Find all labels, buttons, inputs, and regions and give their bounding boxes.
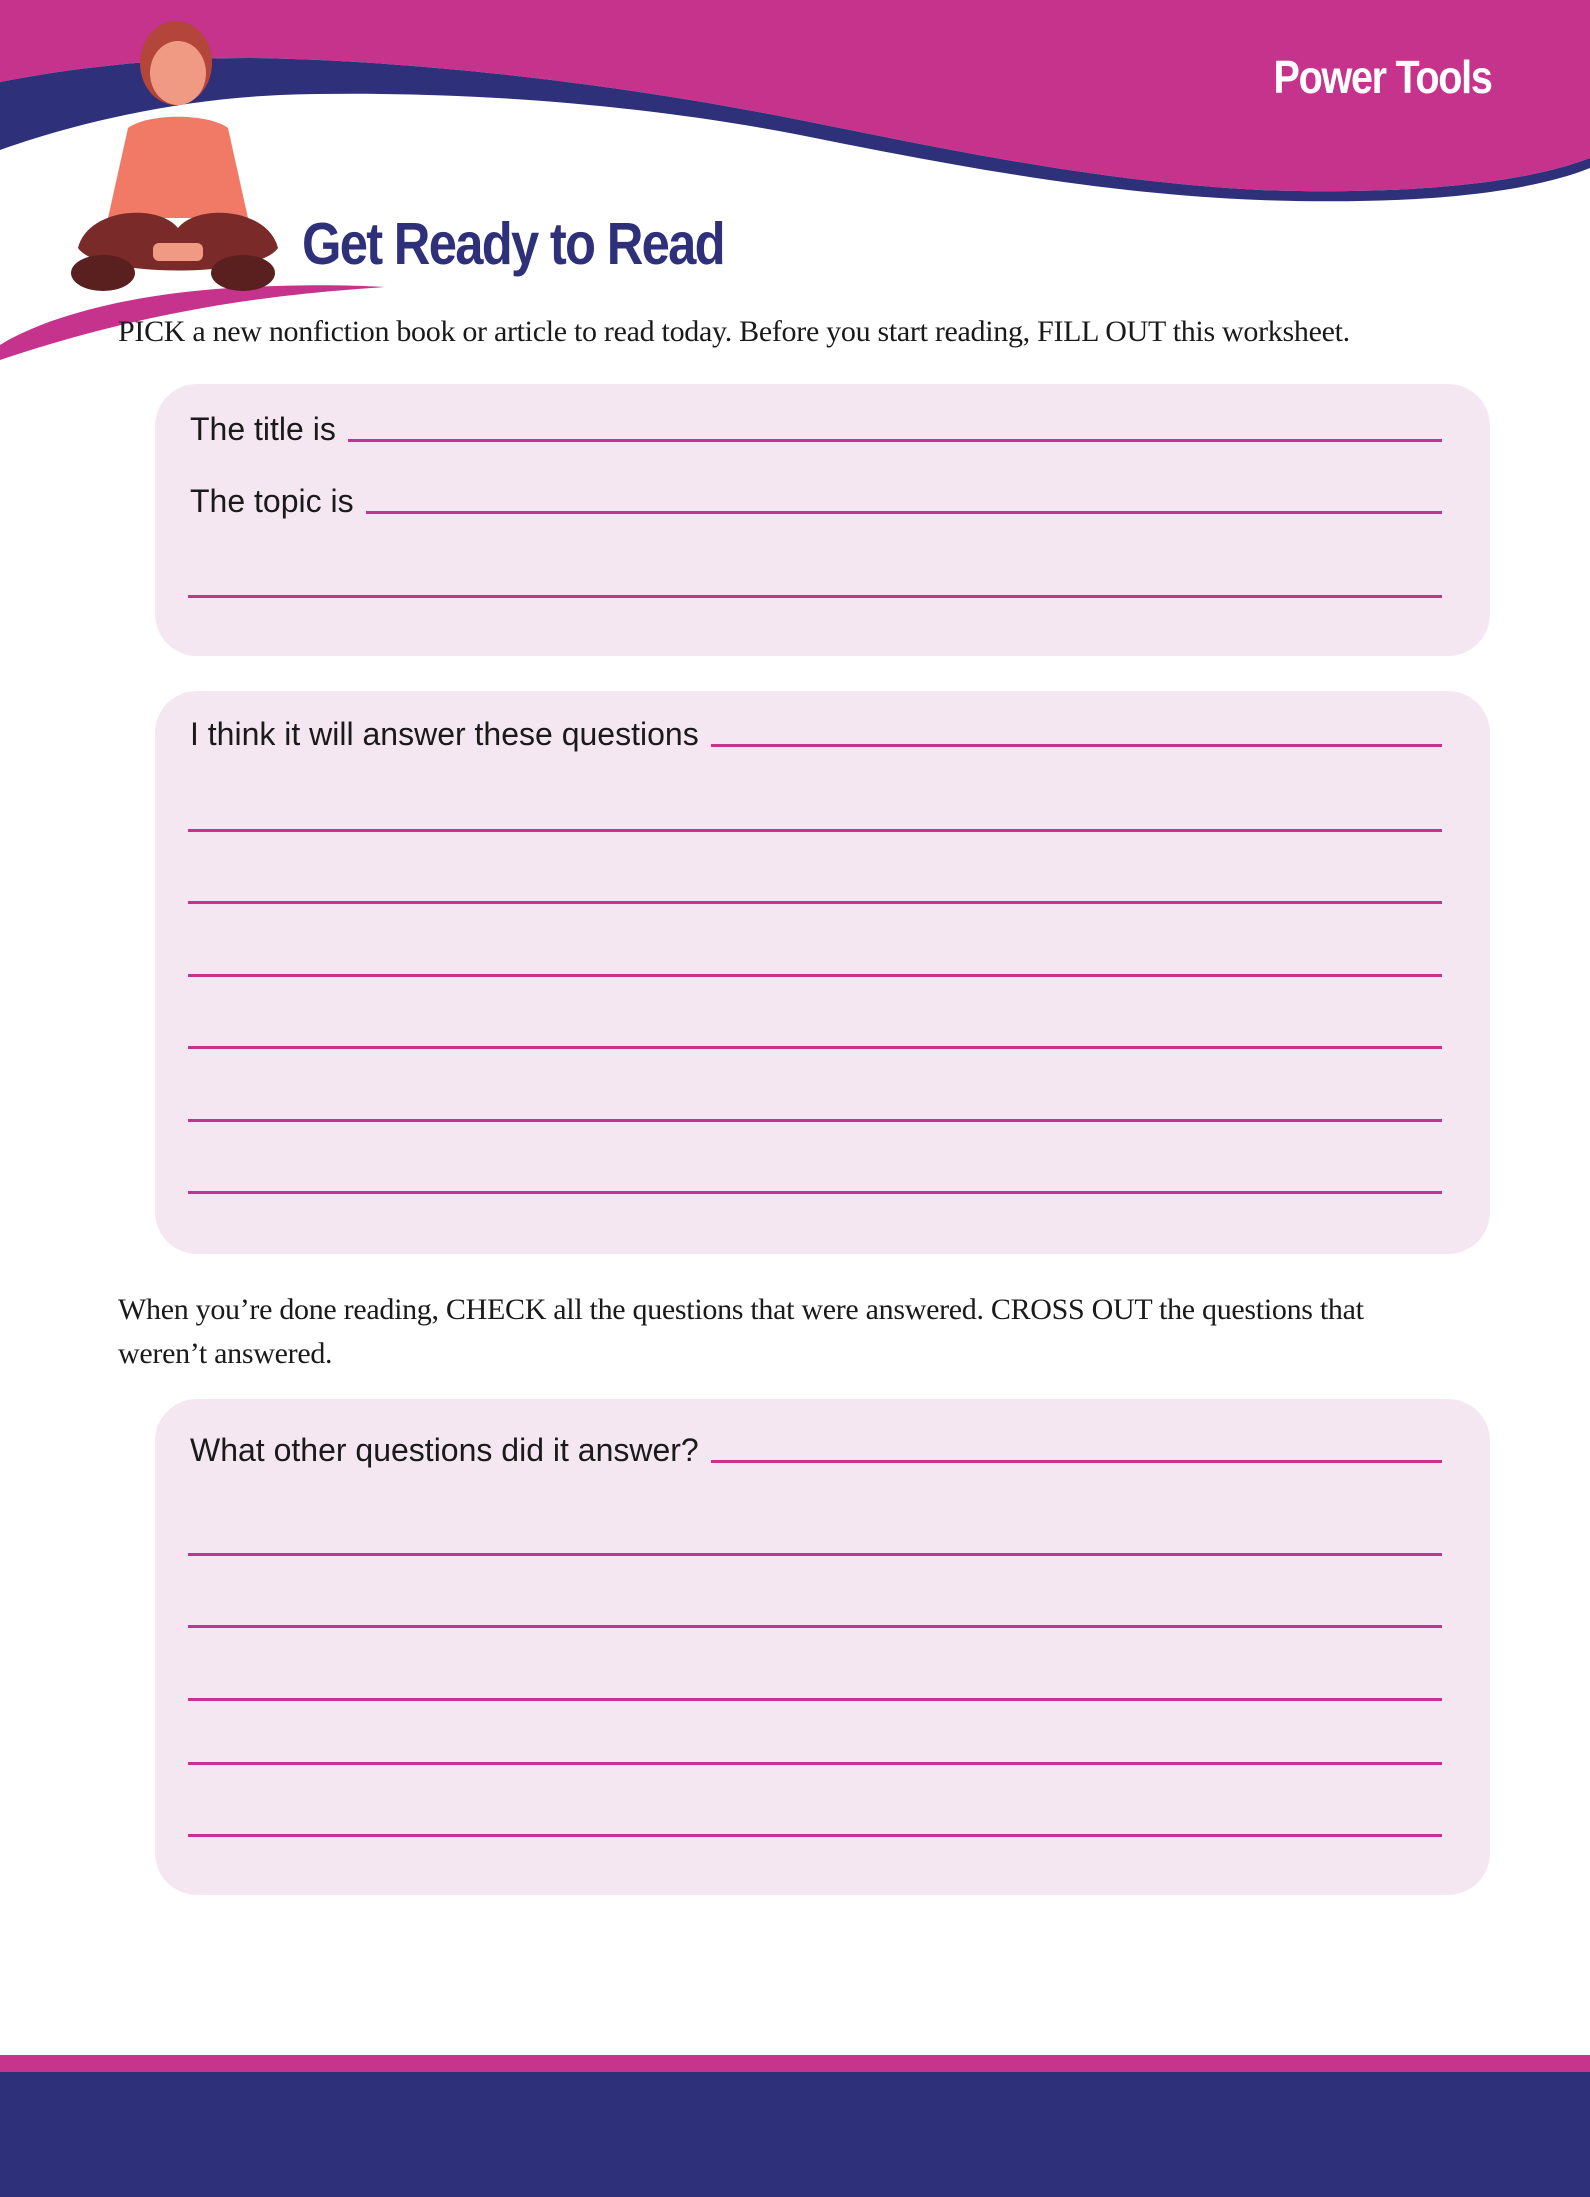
predicted-questions-card: [155, 691, 1490, 1254]
predicted-questions-label: I think it will answer these questions: [190, 716, 699, 752]
topic-label: The topic is: [190, 483, 354, 519]
title-label: The title is: [190, 411, 336, 447]
write-line[interactable]: [188, 1625, 1442, 1628]
instruction-after-reading: When you’re done reading, CHECK all the questions that were answered. CROSS OUT the questions that weren’t answered.: [118, 1293, 1364, 1370]
write-line[interactable]: [188, 901, 1442, 904]
other-questions-write-line[interactable]: [711, 1460, 1442, 1463]
title-row: [190, 410, 1442, 448]
write-line[interactable]: [188, 1834, 1442, 1837]
write-line[interactable]: [188, 1191, 1442, 1194]
write-line[interactable]: [188, 829, 1442, 832]
write-line[interactable]: [188, 1119, 1442, 1122]
write-line[interactable]: [188, 1553, 1442, 1556]
instruction-before-reading: PICK a new nonfiction book or article to read today. Before you start reading, FILL OUT this worksheet.: [118, 315, 1350, 348]
child-sitting-illustration-icon: [58, 18, 298, 298]
write-line[interactable]: [188, 1046, 1442, 1049]
footer-band-navy: [0, 2072, 1590, 2197]
predicted-questions-write-line[interactable]: [711, 744, 1442, 747]
topic-write-line-2[interactable]: [188, 595, 1442, 598]
other-questions-label: What other questions did it answer?: [190, 1432, 699, 1468]
topic-write-line[interactable]: [366, 511, 1442, 514]
write-line[interactable]: [188, 1698, 1442, 1701]
topic-row: [190, 482, 1442, 520]
section-label: Power Tools: [1273, 51, 1492, 103]
other-questions-card: [155, 1399, 1490, 1895]
footer-stripe-pink: [0, 2055, 1590, 2072]
other-questions-row: [190, 1431, 1442, 1469]
title-write-line[interactable]: [348, 439, 1442, 442]
write-line[interactable]: [188, 974, 1442, 977]
predicted-questions-row: [190, 715, 1442, 753]
page-title: Get Ready to Read: [302, 211, 724, 277]
title-topic-card: [155, 384, 1490, 656]
write-line[interactable]: [188, 1762, 1442, 1765]
